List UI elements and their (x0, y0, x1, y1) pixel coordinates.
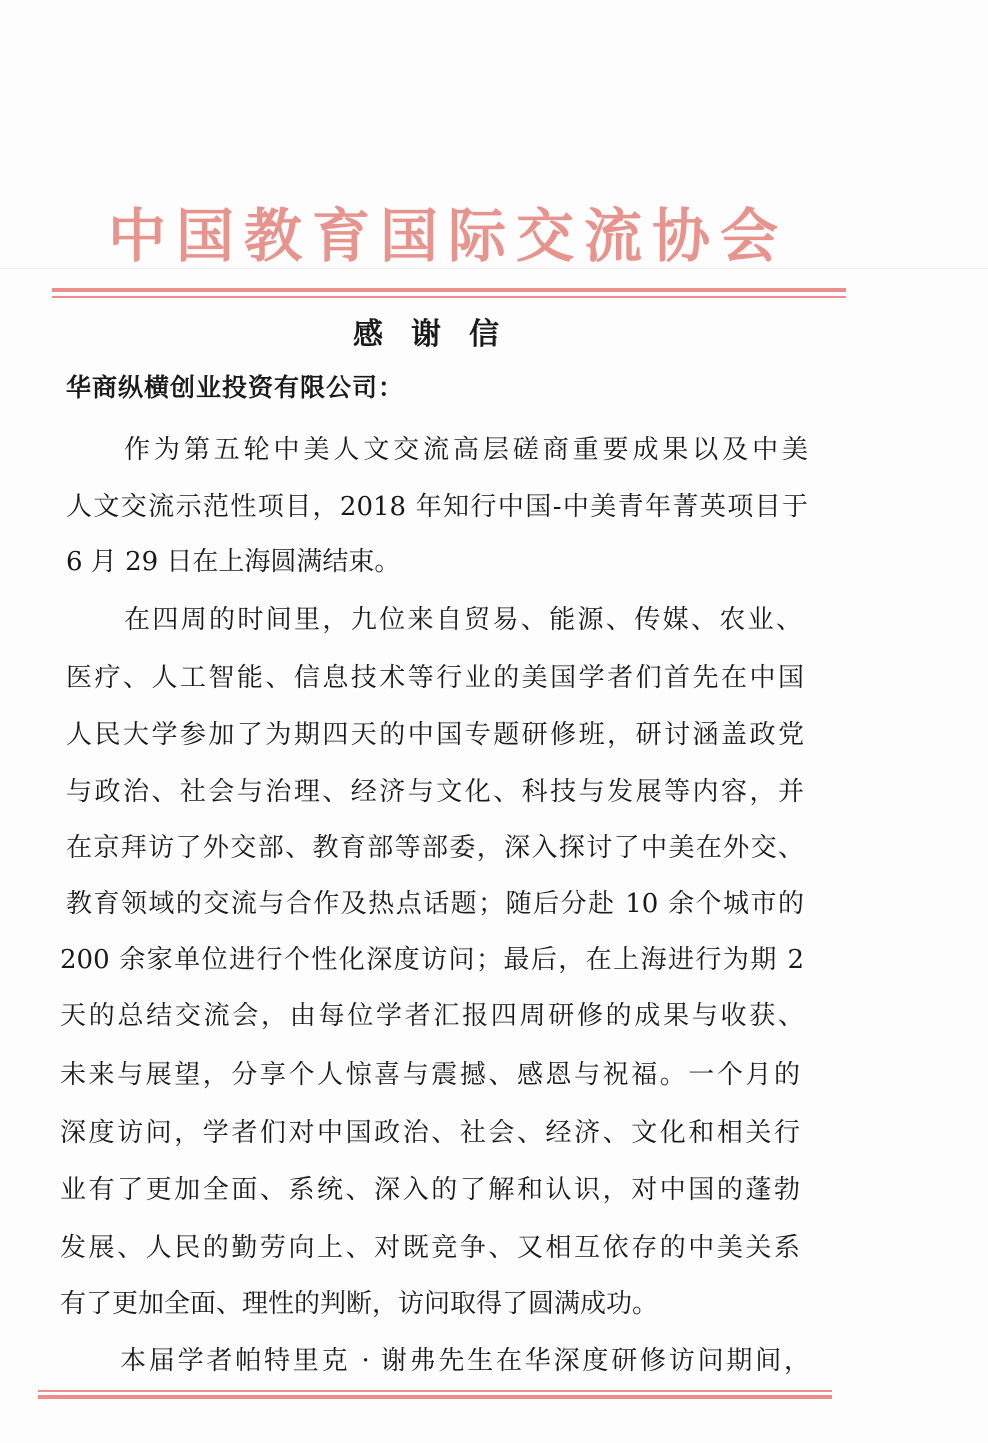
body-line: 200 余家单位进行个性化深度访问；最后，在上海进行为期 2 (60, 945, 804, 975)
body-line: 深度访问，学者们对中国政治、社会、经济、文化和相关行 (60, 1118, 800, 1148)
body-line: 人民大学参加了为期四天的中国专题研修班，研讨涵盖政党 (66, 720, 804, 750)
body-line: 业有了更加全面、系统、深入的了解和认识，对中国的蓬勃 (60, 1175, 800, 1205)
body-line: 6 月 29 日在上海圆满结束。 (66, 547, 401, 577)
body-line: 与政治、社会与治理、经济与文化、科技与发展等内容，并 (66, 777, 804, 807)
body-line: 教育领域的交流与合作及热点话题；随后分赴 10 余个城市的 (66, 889, 804, 919)
letter-title: 感谢信 (353, 317, 527, 352)
body-line: 未来与展望，分享个人惊喜与震撼、感恩与祝福。一个月的 (60, 1060, 800, 1090)
body-line: 医疗、人工智能、信息技术等行业的美国学者们首先在中国 (66, 663, 804, 693)
body-line: 作为第五轮中美人文交流高层磋商重要成果以及中美 (124, 435, 808, 465)
body-line: 在四周的时间里，九位来自贸易、能源、传媒、农业、 (124, 605, 802, 635)
letterhead-org-name: 中国教育国际交流协会 (108, 202, 789, 270)
body-line: 在京拜访了外交部、教育部等部委，深入探讨了中美在外交、 (66, 833, 804, 863)
footer-rule-thin (38, 1390, 832, 1392)
letter-salutation: 华商纵横创业投资有限公司： (66, 373, 405, 402)
body-line: 本届学者帕特里克 · 谢弗先生在华深度研修访问期间， (120, 1346, 810, 1376)
footer-rule-thick (38, 1395, 832, 1399)
body-line: 天的总结交流会，由每位学者汇报四周研修的成果与收获、 (60, 1001, 804, 1031)
body-line: 有了更加全面、理性的判断，访问取得了圆满成功。 (60, 1289, 659, 1319)
body-line: 发展、人民的勤劳向上、对既竞争、又相互依存的中美关系 (60, 1233, 800, 1263)
body-line: 人文交流示范性项目，2018 年知行中国-中美青年菁英项目于 (66, 492, 808, 522)
